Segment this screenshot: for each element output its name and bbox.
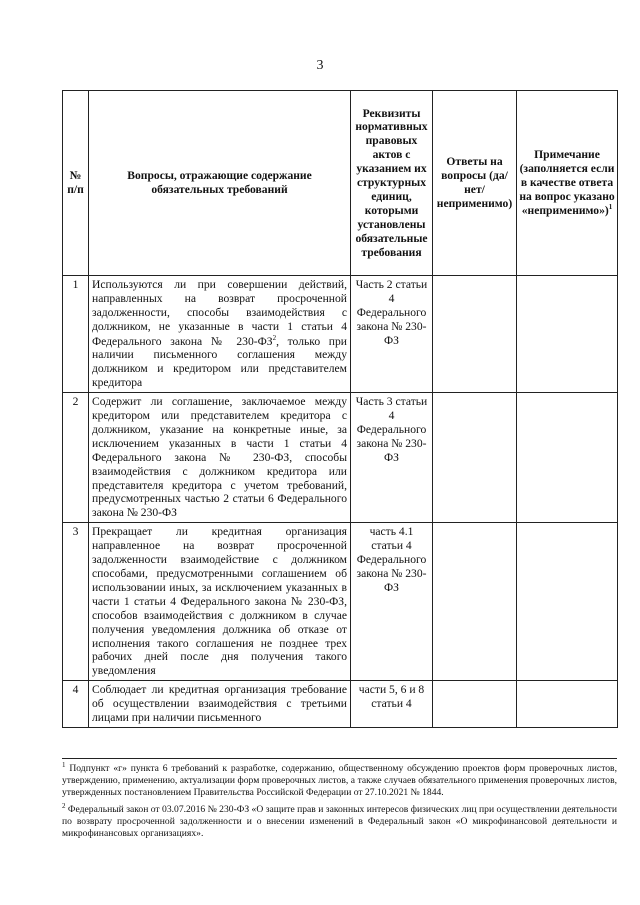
row-question: Используются ли при совершении действий, направленных на возврат просроченной задолженности, способы взаимодействия с должником, не указанные в части 1 статьи 4 Федерального закона № $230-ФЗ^2$, только при наличии письменного соглашения между должником и кредитором или представителем кредитора bbox=[89, 276, 351, 393]
table-row bbox=[63, 393, 618, 523]
table-row bbox=[63, 276, 618, 393]
header-num: № п/п bbox=[63, 91, 89, 276]
row-question: Содержит ли соглашение, заключаемое между кредитором или представителем кредитора с должником, указание на конкретные иные, за исключением указанных в части 1 статьи 4 Федерального закона № 230-ФЗ, способы взаимодействия с должником кредитора или представителя кредитора с учетом требований, предусмотренных частью 2 статьи 6 Федерального закона № 230-ФЗ bbox=[89, 393, 351, 523]
header-question: Вопросы, отражающие содержание обязательных требований bbox=[89, 91, 351, 276]
row-requisites: Часть 3 статьи 4 Федерального закона № 230-ФЗ bbox=[351, 393, 433, 523]
requirements-table bbox=[62, 90, 618, 728]
footnote: $^2$ Федеральный закон от 03.07.2016 № 230-ФЗ «О защите прав и законных интересов физических лиц при осуществлении деятельности по возврату просроченной задолженности и о внесении изменений в Федеральный закон «О микрофинансовой деятельности и микрофинансовых организациях». bbox=[62, 802, 618, 840]
page-number: 3 bbox=[316, 58, 324, 73]
row-requisites: части 5, 6 и 8 статьи 4 bbox=[351, 681, 433, 728]
row-answer-cell[interactable] bbox=[433, 276, 517, 393]
row-number: 2 bbox=[63, 393, 89, 523]
row-number: 4 bbox=[63, 681, 89, 728]
row-requisites: Часть 2 статьи 4 Федерального закона № 230-ФЗ bbox=[351, 276, 433, 393]
row-question: Соблюдает ли кредитная организация требование об осуществлении взаимодействия с третьими лицами при наличии письменного bbox=[89, 681, 351, 728]
row-answer-cell[interactable] bbox=[433, 393, 517, 523]
row-requisites: часть 4.1 статьи 4 Федерального закона № 230-ФЗ bbox=[351, 523, 433, 681]
header-requisites: Реквизиты нормативных правовых актов с указанием их структурных единиц, которыми установлены обязательные требования bbox=[351, 91, 433, 276]
row-number: 1 bbox=[63, 276, 89, 393]
row-note-cell[interactable] bbox=[517, 276, 618, 393]
header-answers: Ответы на вопросы (да/нет/ неприменимо) bbox=[433, 91, 517, 276]
footnotes bbox=[62, 758, 617, 843]
row-answer-cell[interactable] bbox=[433, 523, 517, 681]
table-row bbox=[63, 681, 618, 728]
header-note: Примечание (заполняется если в качестве ответа на вопрос указано «неприменимо»)$^1$ bbox=[517, 91, 618, 276]
row-note-cell[interactable] bbox=[517, 523, 618, 681]
row-note-cell[interactable] bbox=[517, 681, 618, 728]
row-answer-cell[interactable] bbox=[433, 681, 517, 728]
row-number: 3 bbox=[63, 523, 89, 681]
table-header-row bbox=[63, 91, 618, 276]
row-note-cell[interactable] bbox=[517, 393, 618, 523]
table-row bbox=[63, 523, 618, 681]
footnote: $^1$ Подпункт «г» пункта 6 требований к разработке, содержанию, общественному обсуждению проектов форм проверочных листов, утверждению, применению, актуализации форм проверочных листов, а также случаев обязательного применения проверочных листов, утвержденных постановлением Правительства Российской Федерации от 27.10.2021 № 1844. bbox=[62, 761, 617, 799]
row-question: Прекращает ли кредитная организация направленное на возврат просроченной задолженности взаимодействие с должником способами, предусмотренными соглашением об использовании иных, за исключением указанных в части 1 статьи 4 Федерального закона № 230-ФЗ, способов взаимодействия с должником в случае получения уведомления должника об отказе от исполнения такого соглашения не позднее трех рабочих дней после дня получения такого уведомления bbox=[89, 523, 351, 681]
